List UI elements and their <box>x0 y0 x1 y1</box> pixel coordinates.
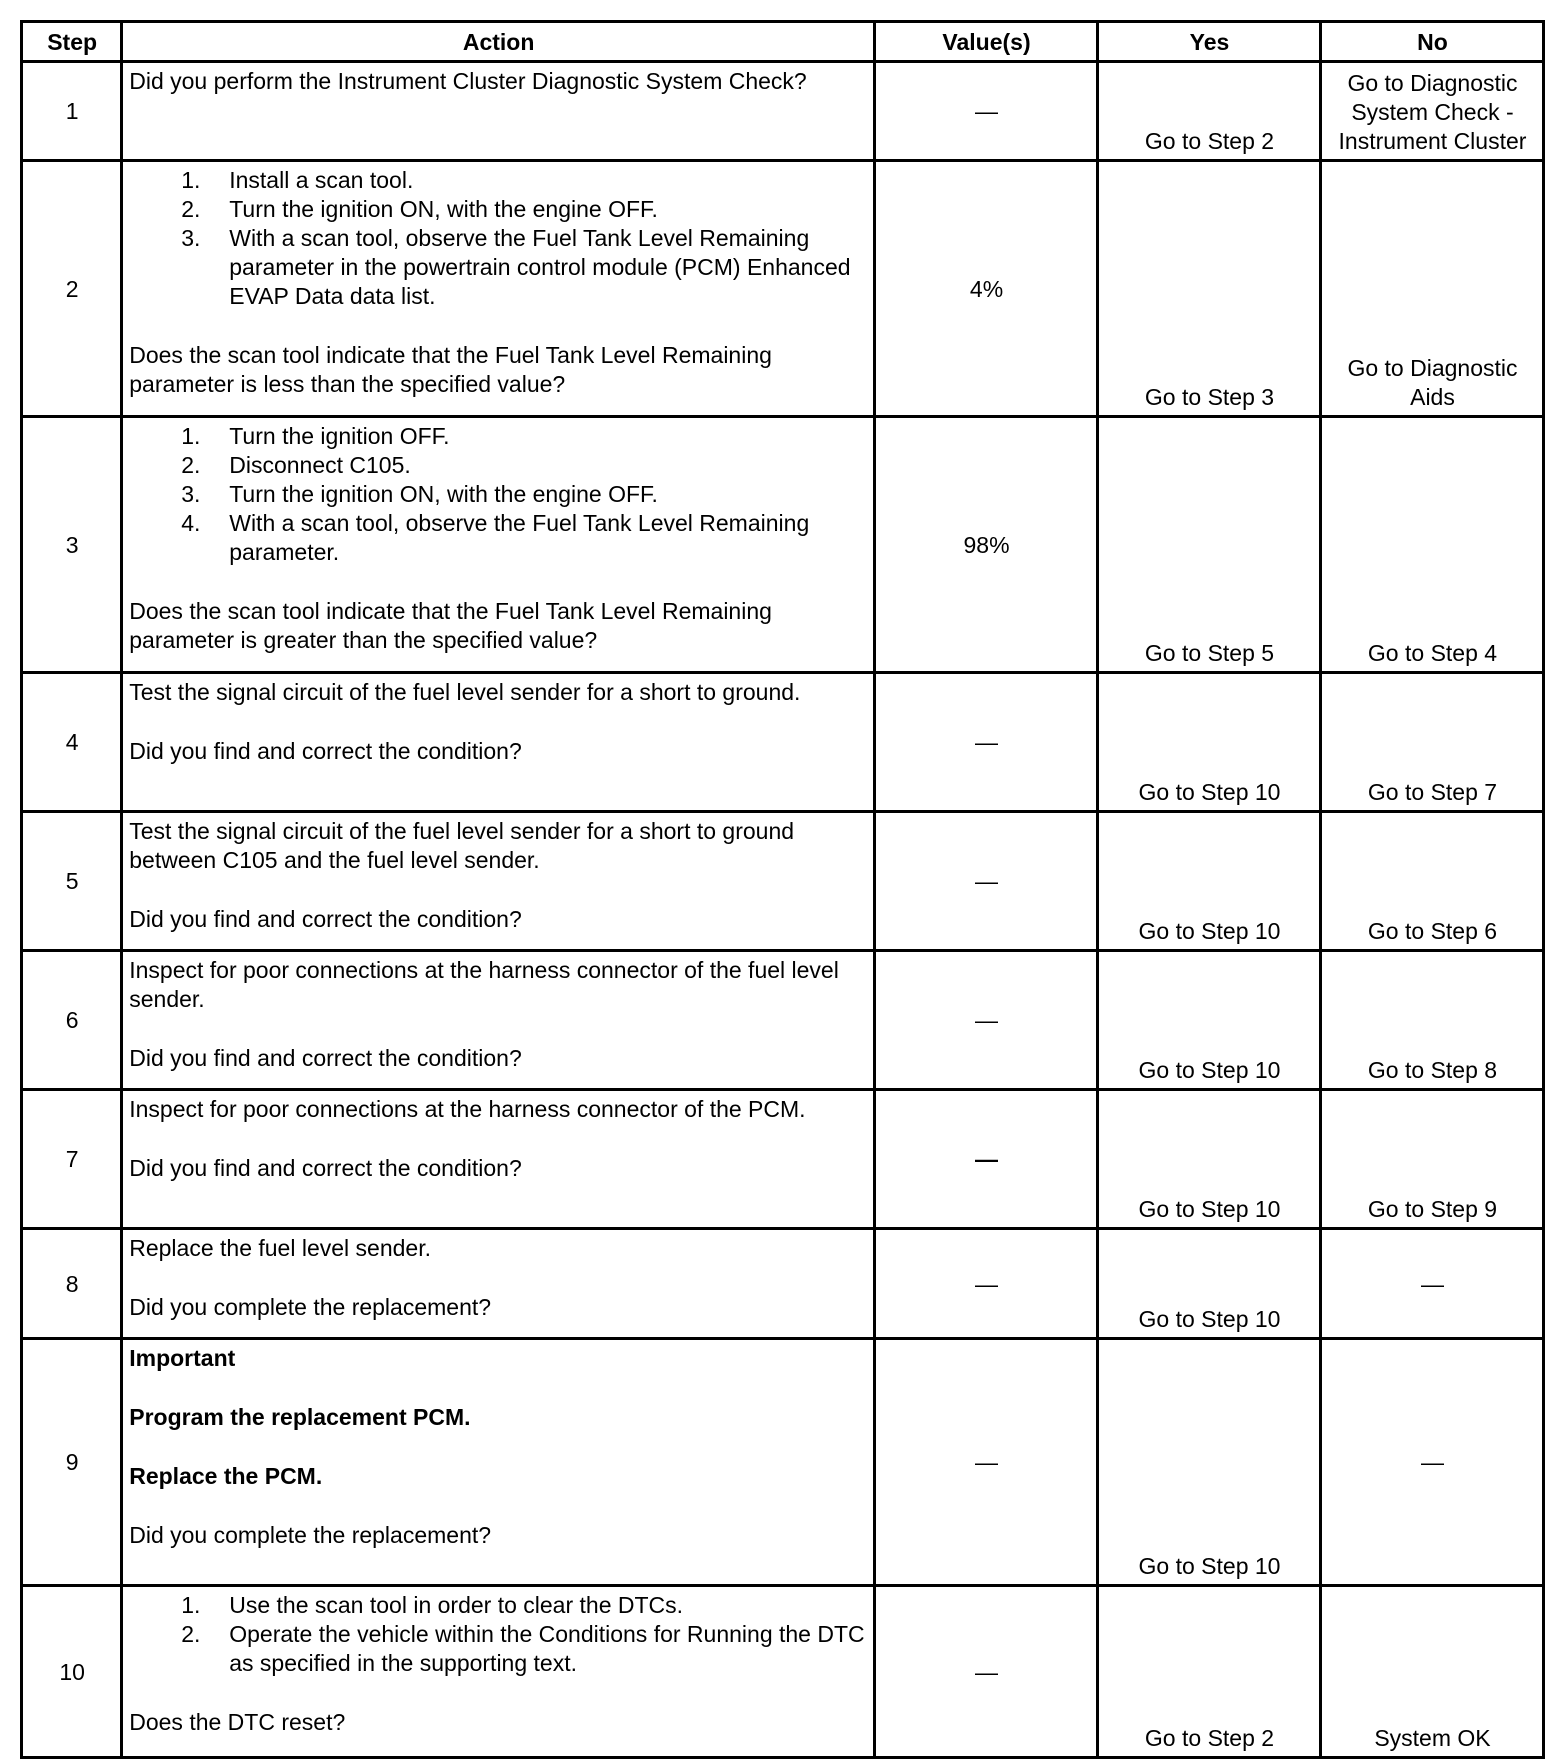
action-list <box>129 166 868 311</box>
table-row <box>22 161 1544 417</box>
spacer <box>129 1678 868 1708</box>
list-item: Install a scan tool. <box>229 167 414 193</box>
step-number: 9 <box>22 1339 122 1586</box>
yes-cell: Go to Step 3 <box>1098 161 1321 417</box>
spacer <box>129 567 868 597</box>
header-action: Action <box>122 22 875 62</box>
step-number: 7 <box>22 1090 122 1229</box>
header-step: Step <box>22 22 122 62</box>
important-note: Program the replacement PCM. <box>129 1404 471 1430</box>
header-yes: Yes <box>1098 22 1321 62</box>
value-cell: 98% <box>875 417 1098 673</box>
action-cell <box>122 812 875 951</box>
list-item: With a scan tool, observe the Fuel Tank Level Remaining parameter. <box>229 510 810 565</box>
action-cell <box>122 951 875 1090</box>
header-no: No <box>1320 22 1543 62</box>
table-row <box>22 673 1544 812</box>
action-text: Test the signal circuit of the fuel level sender for a short to ground. <box>129 679 801 705</box>
action-cell <box>122 1339 875 1586</box>
spacer <box>129 707 868 737</box>
action-cell <box>122 673 875 812</box>
step-number: 8 <box>22 1229 122 1339</box>
action-question: Did you complete the replacement? <box>129 1522 492 1548</box>
value-cell: — <box>875 1090 1098 1229</box>
action-question: Did you find and correct the condition? <box>129 1045 522 1071</box>
action-question: Did you complete the replacement? <box>129 1294 492 1320</box>
action-question: Did you find and correct the condition? <box>129 906 522 932</box>
table-row <box>22 812 1544 951</box>
value-cell: — <box>875 951 1098 1090</box>
action-list <box>129 422 868 567</box>
spacer <box>129 1432 868 1462</box>
step-number: 4 <box>22 673 122 812</box>
step-number: 2 <box>22 161 122 417</box>
yes-cell: Go to Step 10 <box>1098 1339 1321 1586</box>
step-number: 1 <box>22 62 122 161</box>
yes-cell: Go to Step 10 <box>1098 1090 1321 1229</box>
list-item: Disconnect C105. <box>229 452 411 478</box>
no-cell: Go to Step 6 <box>1320 812 1543 951</box>
yes-cell: Go to Step 10 <box>1098 812 1321 951</box>
step-number: 6 <box>22 951 122 1090</box>
list-item: Turn the ignition ON, with the engine OFF. <box>229 196 658 222</box>
no-cell: Go to Step 9 <box>1320 1090 1543 1229</box>
step-number: 10 <box>22 1586 122 1758</box>
action-list <box>129 1591 868 1678</box>
table-row <box>22 1339 1544 1586</box>
action-question: Does the scan tool indicate that the Fuel Tank Level Remaining parameter is less than the specified value? <box>129 342 772 397</box>
spacer <box>129 1014 868 1044</box>
list-item: With a scan tool, observe the Fuel Tank Level Remaining parameter in the powertrain control module (PCM) Enhanced EVAP Data data list. <box>229 225 851 309</box>
list-item: Turn the ignition ON, with the engine OFF. <box>229 481 658 507</box>
value-cell: — <box>875 673 1098 812</box>
spacer <box>129 1263 868 1293</box>
value-cell: — <box>875 1339 1098 1586</box>
value-cell: 4% <box>875 161 1098 417</box>
value-cell: — <box>875 1586 1098 1758</box>
no-cell: — <box>1320 1229 1543 1339</box>
action-cell <box>122 1229 875 1339</box>
spacer <box>129 1124 868 1154</box>
action-question: Does the DTC reset? <box>129 1709 346 1735</box>
action-question: Did you find and correct the condition? <box>129 1155 522 1181</box>
table-row <box>22 1586 1544 1758</box>
list-item: Use the scan tool in order to clear the DTCs. <box>229 1592 684 1618</box>
no-cell: Go to Diagnostic Aids <box>1320 161 1543 417</box>
value-cell: — <box>875 62 1098 161</box>
yes-cell: Go to Step 5 <box>1098 417 1321 673</box>
no-cell: Go to Step 7 <box>1320 673 1543 812</box>
value-cell: — <box>875 1229 1098 1339</box>
action-cell <box>122 1090 875 1229</box>
list-item: Turn the ignition OFF. <box>229 423 450 449</box>
table-row <box>22 417 1544 673</box>
action-text: Inspect for poor connections at the harness connector of the fuel level sender. <box>129 957 839 1012</box>
no-cell: Go to Step 4 <box>1320 417 1543 673</box>
yes-cell: Go to Step 2 <box>1098 62 1321 161</box>
no-cell: Go to Step 8 <box>1320 951 1543 1090</box>
action-text: Inspect for poor connections at the harness connector of the PCM. <box>129 1096 806 1122</box>
step-number: 3 <box>22 417 122 673</box>
header-value: Value(s) <box>875 22 1098 62</box>
spacer <box>129 1491 868 1521</box>
action-text: Test the signal circuit of the fuel level sender for a short to ground between C105 and the fuel level sender. <box>129 818 795 873</box>
action-cell <box>122 62 875 161</box>
list-item: Operate the vehicle within the Conditions for Running the DTC as specified in the supporting text. <box>229 1621 865 1676</box>
action-text: Replace the fuel level sender. <box>129 1235 431 1261</box>
table-row <box>22 951 1544 1090</box>
yes-cell: Go to Step 10 <box>1098 1229 1321 1339</box>
action-cell <box>122 161 875 417</box>
spacer <box>129 311 868 341</box>
action-question: Does the scan tool indicate that the Fuel Tank Level Remaining parameter is greater than the specified value? <box>129 598 772 653</box>
table-row <box>22 62 1544 161</box>
no-cell: — <box>1320 1339 1543 1586</box>
important-label: Important <box>129 1345 236 1371</box>
action-cell <box>122 1586 875 1758</box>
yes-cell: Go to Step 10 <box>1098 951 1321 1090</box>
header-row <box>22 22 1544 62</box>
no-cell: Go to Diagnostic System Check - Instrument Cluster <box>1320 62 1543 161</box>
spacer <box>129 1373 868 1403</box>
step-number: 5 <box>22 812 122 951</box>
diagnostic-table <box>20 20 1545 1759</box>
spacer <box>129 875 868 905</box>
action-question: Did you find and correct the condition? <box>129 738 522 764</box>
table-row <box>22 1090 1544 1229</box>
table-row <box>22 1229 1544 1339</box>
action-text: Replace the PCM. <box>129 1463 323 1489</box>
action-cell <box>122 417 875 673</box>
action-text: Did you perform the Instrument Cluster Diagnostic System Check? <box>129 68 807 94</box>
yes-cell: Go to Step 2 <box>1098 1586 1321 1758</box>
value-cell: — <box>875 812 1098 951</box>
no-cell: System OK <box>1320 1586 1543 1758</box>
yes-cell: Go to Step 10 <box>1098 673 1321 812</box>
